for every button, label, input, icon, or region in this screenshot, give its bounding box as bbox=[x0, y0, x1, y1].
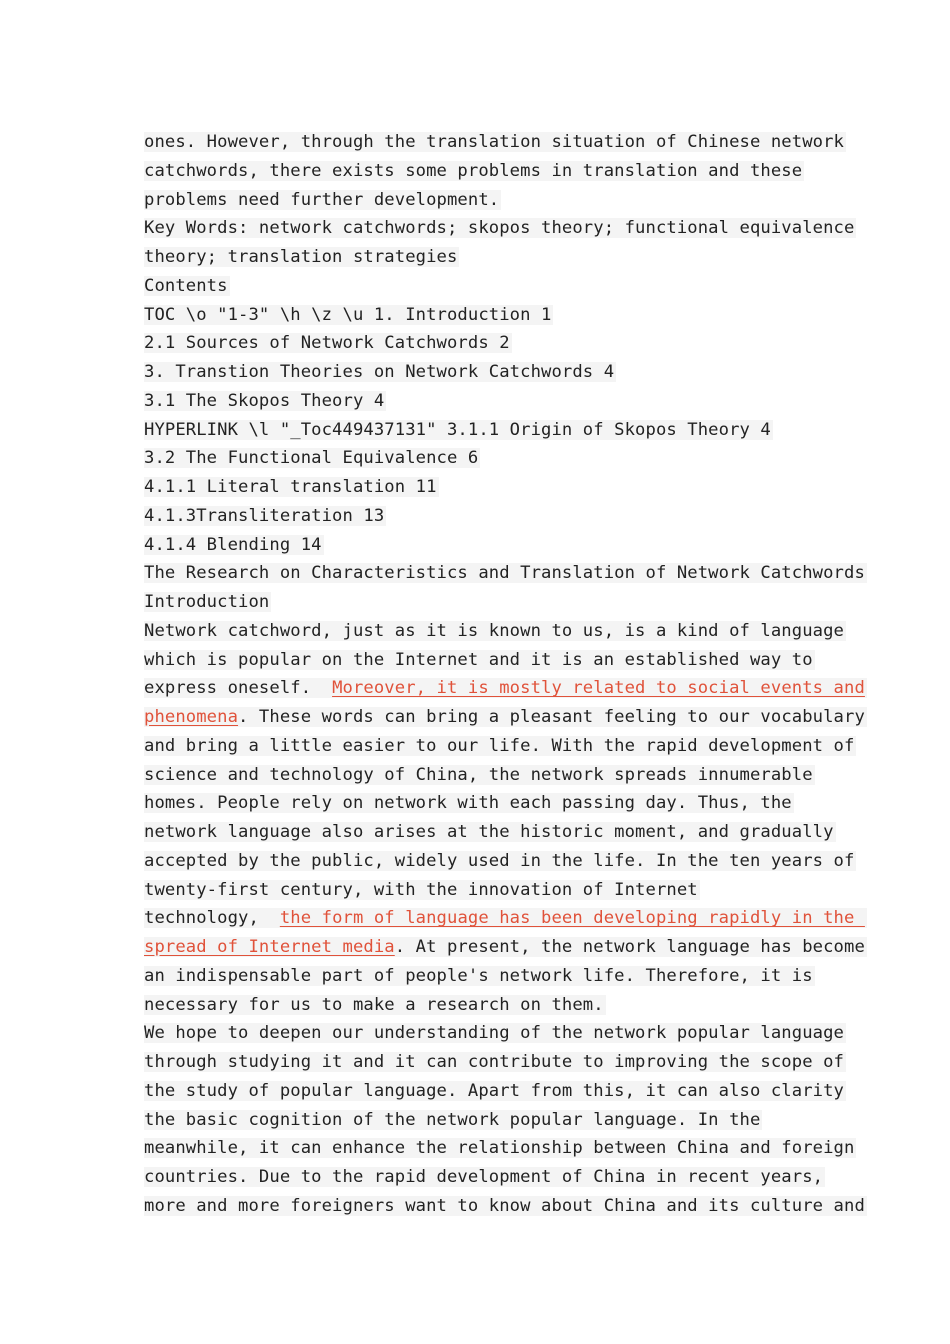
line-highlight bbox=[144, 563, 867, 583]
text-segment: catchwords, there exists some problems in translation and these bbox=[144, 160, 803, 181]
text-line bbox=[144, 962, 813, 991]
text-segment: the basic cognition of the network popular language. In the bbox=[144, 1109, 761, 1130]
text-line bbox=[144, 272, 810, 301]
text-line bbox=[144, 416, 810, 445]
line-highlight bbox=[144, 1110, 762, 1130]
text-line bbox=[144, 214, 855, 243]
line-highlight bbox=[144, 765, 815, 785]
text-line bbox=[144, 559, 865, 588]
text-line bbox=[144, 617, 844, 646]
line-highlight bbox=[144, 247, 459, 267]
text-segment: through studying it and it can contribute to improving the scope of bbox=[144, 1052, 844, 1072]
text-line bbox=[144, 329, 810, 358]
text-line bbox=[144, 301, 810, 330]
line-highlight bbox=[144, 822, 836, 842]
text-line bbox=[144, 1077, 844, 1106]
line-highlight bbox=[144, 477, 439, 497]
text-segment: The Research on Characteristics and Translation of Network Catchwords bbox=[144, 563, 865, 584]
text-segment: countries. Due to the rapid development of China in recent years, bbox=[144, 1167, 824, 1187]
text-line bbox=[144, 1019, 844, 1048]
hyperlink-text[interactable]: spread of Internet media bbox=[144, 937, 395, 957]
line-highlight bbox=[144, 966, 815, 986]
line-highlight bbox=[144, 707, 867, 727]
text-line bbox=[144, 674, 865, 703]
text-segment: the study of popular language. Apart from this, it can also clarity bbox=[144, 1080, 844, 1101]
text-segment: twenty-first century, with the innovation of Internet bbox=[144, 879, 698, 900]
line-highlight bbox=[144, 305, 553, 325]
text-segment: ones. However, through the translation situation of Chinese network bbox=[144, 132, 844, 152]
line-highlight bbox=[144, 218, 856, 238]
line-highlight bbox=[144, 937, 867, 957]
text-line bbox=[144, 703, 865, 732]
text-line bbox=[144, 358, 810, 387]
text-line bbox=[144, 991, 810, 1020]
line-highlight bbox=[144, 678, 867, 698]
line-highlight bbox=[144, 793, 794, 813]
text-line bbox=[144, 904, 865, 933]
text-line bbox=[144, 502, 810, 531]
text-segment: network language also arises at the historic moment, and gradually bbox=[144, 822, 834, 842]
text-line bbox=[144, 157, 810, 186]
text-line bbox=[144, 1106, 810, 1135]
text-segment: 3.2 The Functional Equivalence 6 bbox=[144, 448, 479, 469]
text-segment: which is popular on the Internet and it is an established way to bbox=[144, 649, 813, 670]
line-highlight bbox=[144, 362, 616, 382]
text-line bbox=[144, 387, 810, 416]
line-highlight bbox=[144, 276, 230, 296]
line-highlight bbox=[144, 161, 804, 181]
text-segment: . These words can bring a pleasant feeling to our vocabulary bbox=[238, 707, 865, 727]
line-highlight bbox=[144, 851, 856, 871]
text-line bbox=[144, 876, 810, 905]
text-segment: technology, bbox=[144, 908, 280, 929]
text-line bbox=[144, 473, 810, 502]
text-segment: homes. People rely on network with each passing day. Thus, the bbox=[144, 793, 792, 814]
text-segment: accepted by the public, widely used in the life. In the ten years of bbox=[144, 850, 855, 871]
text-segment: theory; translation strategies bbox=[144, 247, 458, 267]
text-line bbox=[144, 732, 855, 761]
text-line bbox=[144, 933, 865, 962]
text-line bbox=[144, 1163, 824, 1192]
text-segment: express oneself. bbox=[144, 678, 333, 699]
line-highlight bbox=[144, 592, 271, 612]
line-highlight bbox=[144, 1138, 856, 1158]
text-segment: Contents bbox=[144, 275, 228, 296]
text-line bbox=[144, 847, 855, 876]
text-segment: 4.1.1 Literal translation 11 bbox=[144, 477, 437, 497]
line-highlight bbox=[144, 736, 856, 756]
text-line bbox=[144, 186, 810, 215]
text-segment: and bring a little easier to our life. With the rapid development of bbox=[144, 735, 855, 756]
text-segment: more and more foreigners want to know about China and its culture and bbox=[144, 1195, 865, 1216]
line-highlight bbox=[144, 506, 386, 526]
text-segment: 3. Transtion Theories on Network Catchwords 4 bbox=[144, 362, 615, 382]
text-segment: 4.1.3Transliteration 13 bbox=[144, 505, 385, 526]
line-highlight bbox=[144, 391, 386, 411]
text-line bbox=[144, 646, 813, 675]
line-highlight bbox=[144, 1052, 846, 1072]
line-highlight bbox=[144, 132, 846, 152]
hyperlink-text[interactable]: phenomena bbox=[144, 707, 239, 727]
line-highlight bbox=[144, 1196, 867, 1216]
line-highlight bbox=[144, 880, 700, 900]
line-highlight bbox=[144, 420, 773, 440]
text-segment: TOC \o "1-3" \h \z \u 1. Introduction 1 bbox=[144, 304, 552, 325]
text-segment: 2.1 Sources of Network Catchwords 2 bbox=[144, 333, 510, 354]
document-body bbox=[144, 128, 865, 1221]
text-line bbox=[144, 588, 810, 617]
text-segment: Introduction bbox=[144, 592, 270, 612]
line-highlight bbox=[144, 995, 606, 1015]
line-highlight bbox=[144, 333, 512, 353]
text-segment: problems need further development. bbox=[144, 189, 500, 210]
text-line bbox=[144, 789, 810, 818]
line-highlight bbox=[144, 908, 867, 928]
text-line bbox=[144, 444, 810, 473]
line-highlight bbox=[144, 621, 846, 641]
text-segment: HYPERLINK \l "_Toc449437131" 3.1.1 Origin of Skopos Theory 4 bbox=[144, 419, 771, 440]
text-line bbox=[144, 531, 810, 560]
line-highlight bbox=[144, 448, 480, 468]
line-highlight bbox=[144, 1081, 846, 1101]
hyperlink-text[interactable]: the form of language has been developing rapidly in the bbox=[279, 908, 865, 929]
line-highlight bbox=[144, 1023, 846, 1043]
text-line bbox=[144, 243, 810, 272]
line-highlight bbox=[144, 190, 501, 210]
text-line bbox=[144, 818, 834, 847]
text-line bbox=[144, 1134, 855, 1163]
text-segment: science and technology of China, the network spreads innumerable bbox=[144, 764, 813, 785]
text-segment: necessary for us to make a research on them. bbox=[144, 994, 604, 1015]
text-segment: We hope to deepen our understanding of the network popular language bbox=[144, 1023, 844, 1044]
text-segment: Key Words: network catchwords; skopos theory; functional equivalence bbox=[144, 218, 855, 239]
text-segment: . At present, the network language has become bbox=[394, 937, 865, 957]
text-segment: Network catchword, just as it is known to us, is a kind of language bbox=[144, 620, 844, 641]
line-highlight bbox=[144, 535, 324, 555]
line-highlight bbox=[144, 1167, 825, 1187]
text-line bbox=[144, 1192, 865, 1221]
text-segment: meanwhile, it can enhance the relationship between China and foreign bbox=[144, 1138, 855, 1159]
text-segment: an indispensable part of people's network life. Therefore, it is bbox=[144, 965, 813, 986]
text-segment: 4.1.4 Blending 14 bbox=[144, 534, 322, 555]
text-line bbox=[144, 128, 844, 157]
text-line bbox=[144, 1048, 844, 1077]
text-segment: 3.1 The Skopos Theory 4 bbox=[144, 390, 385, 411]
text-line bbox=[144, 761, 813, 790]
hyperlink-text[interactable]: Moreover, it is mostly related to social events and bbox=[332, 678, 865, 699]
line-highlight bbox=[144, 650, 815, 670]
